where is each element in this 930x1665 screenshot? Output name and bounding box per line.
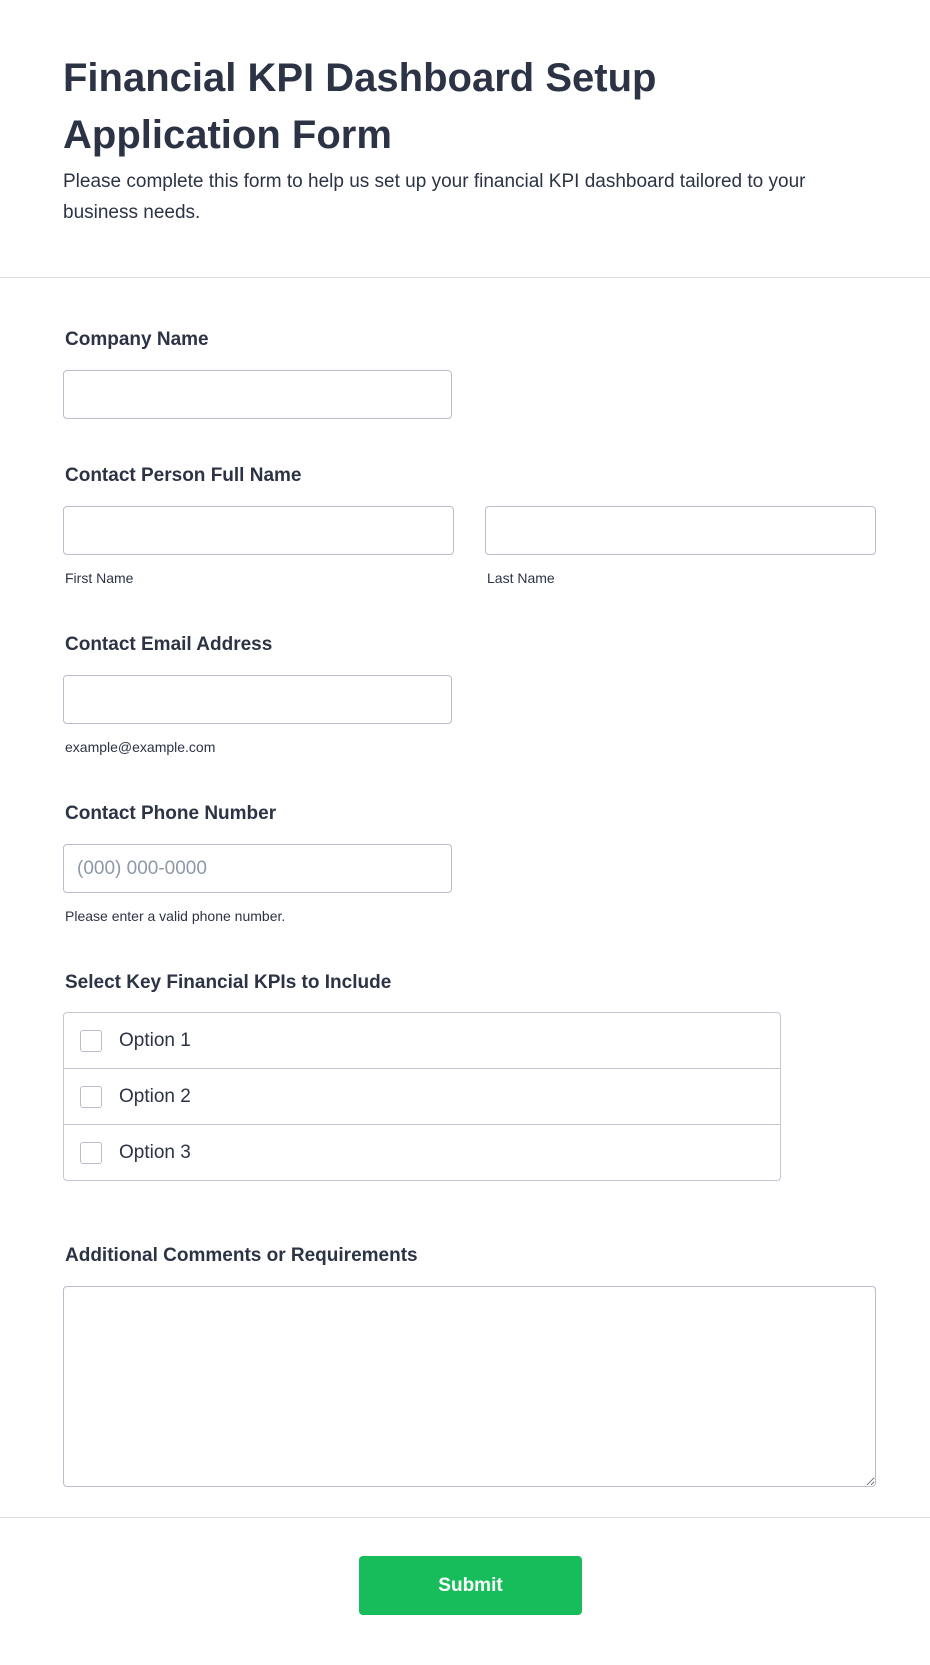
- phone-label: Contact Phone Number: [65, 803, 277, 824]
- header-divider: [0, 277, 930, 278]
- email-input[interactable]: [63, 675, 452, 724]
- first-name-input[interactable]: [63, 506, 454, 555]
- form-title: Financial KPI Dashboard Setup Application Form: [63, 56, 657, 157]
- kpi-option-label: Option 1: [119, 1029, 191, 1051]
- kpi-label: Select Key Financial KPIs to Include: [65, 972, 392, 993]
- checkbox-icon[interactable]: [80, 1030, 102, 1052]
- form-description: Please complete this form to help us set up your financial KPI dashboard tailored to your business needs.: [63, 171, 806, 223]
- kpi-option-2[interactable]: [64, 1069, 780, 1125]
- phone-sublabel: Please enter a valid phone number.: [65, 908, 286, 924]
- checkbox-icon[interactable]: [80, 1086, 102, 1108]
- comments-textarea[interactable]: [63, 1286, 876, 1487]
- submit-button[interactable]: Submit: [359, 1556, 582, 1615]
- checkbox-icon[interactable]: [80, 1142, 102, 1164]
- email-label: Contact Email Address: [65, 634, 273, 655]
- kpi-option-3[interactable]: [64, 1125, 780, 1180]
- phone-input[interactable]: [63, 844, 452, 893]
- first-name-sublabel: First Name: [65, 570, 134, 586]
- last-name-sublabel: Last Name: [487, 570, 555, 586]
- company-name-label: Company Name: [65, 329, 209, 350]
- kpi-option-label: Option 3: [119, 1141, 191, 1163]
- kpi-option-label: Option 2: [119, 1085, 191, 1107]
- last-name-input[interactable]: [485, 506, 876, 555]
- comments-label: Additional Comments or Requirements: [65, 1245, 418, 1266]
- footer-divider: [0, 1517, 930, 1518]
- form-header: [63, 50, 883, 228]
- company-name-input[interactable]: [63, 370, 452, 419]
- kpi-option-1[interactable]: [64, 1013, 780, 1069]
- email-sublabel: example@example.com: [65, 739, 216, 755]
- contact-name-label: Contact Person Full Name: [65, 465, 302, 486]
- kpi-checkbox-group: [63, 1012, 781, 1181]
